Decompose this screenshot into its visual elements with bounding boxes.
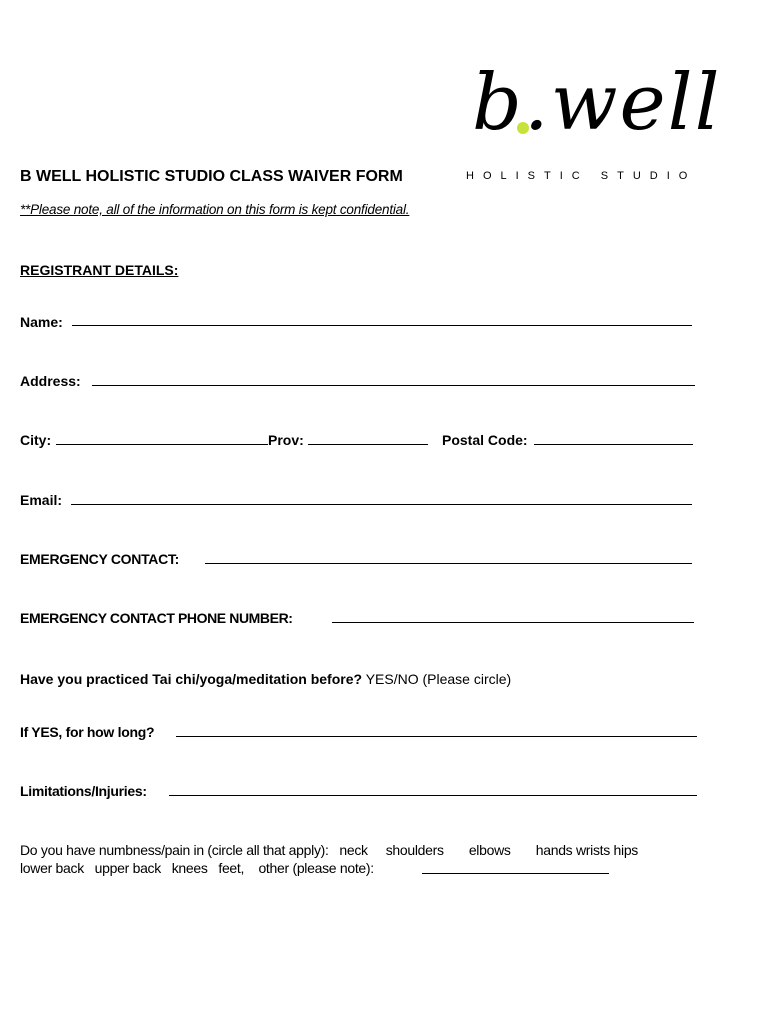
- practiced-question-text: Have you practiced Tai chi/yoga/meditation before?: [20, 671, 363, 687]
- address-field[interactable]: [92, 385, 695, 386]
- logo-subtitle: HOLISTIC STUDIO: [466, 170, 697, 182]
- name-field[interactable]: [72, 325, 692, 326]
- how-long-label: If YES, for how long?: [20, 724, 155, 740]
- practiced-question: [20, 671, 511, 687]
- city-label: City:: [20, 432, 52, 448]
- postal-code-field[interactable]: [534, 444, 693, 445]
- how-long-field[interactable]: [176, 736, 697, 737]
- other-note-field[interactable]: [422, 873, 609, 874]
- logo-script-text: b.well: [472, 58, 722, 148]
- email-field[interactable]: [71, 504, 692, 505]
- brand-logo: [466, 48, 722, 188]
- practiced-answer-options[interactable]: YES/NO (Please circle): [365, 671, 512, 687]
- city-field[interactable]: [56, 444, 268, 445]
- emergency-contact-field[interactable]: [205, 563, 692, 564]
- confidential-note: **Please note, all of the information on this form is kept confidential.: [20, 202, 410, 217]
- section-heading: REGISTRANT DETAILS:: [20, 262, 179, 278]
- name-label: Name:: [20, 314, 63, 330]
- prov-label: Prov:: [268, 432, 304, 448]
- email-label: Email:: [20, 492, 63, 508]
- postal-code-label: Postal Code:: [442, 432, 528, 448]
- form-title: B WELL HOLISTIC STUDIO CLASS WAIVER FORM: [20, 168, 403, 185]
- emergency-phone-label: EMERGENCY CONTACT PHONE NUMBER:: [20, 610, 293, 626]
- numbness-question-line1[interactable]: Do you have numbness/pain in (circle all that apply): neck shoulders elbows hands wrists hips: [20, 842, 639, 858]
- address-label: Address:: [20, 373, 81, 389]
- numbness-question-line2[interactable]: lower back upper back knees feet, other (please note):: [20, 860, 374, 876]
- limitations-field[interactable]: [169, 795, 697, 796]
- prov-field[interactable]: [308, 444, 428, 445]
- limitations-label: Limitations/Injuries:: [20, 783, 147, 799]
- emergency-contact-label: EMERGENCY CONTACT:: [20, 551, 179, 567]
- emergency-phone-field[interactable]: [332, 622, 694, 623]
